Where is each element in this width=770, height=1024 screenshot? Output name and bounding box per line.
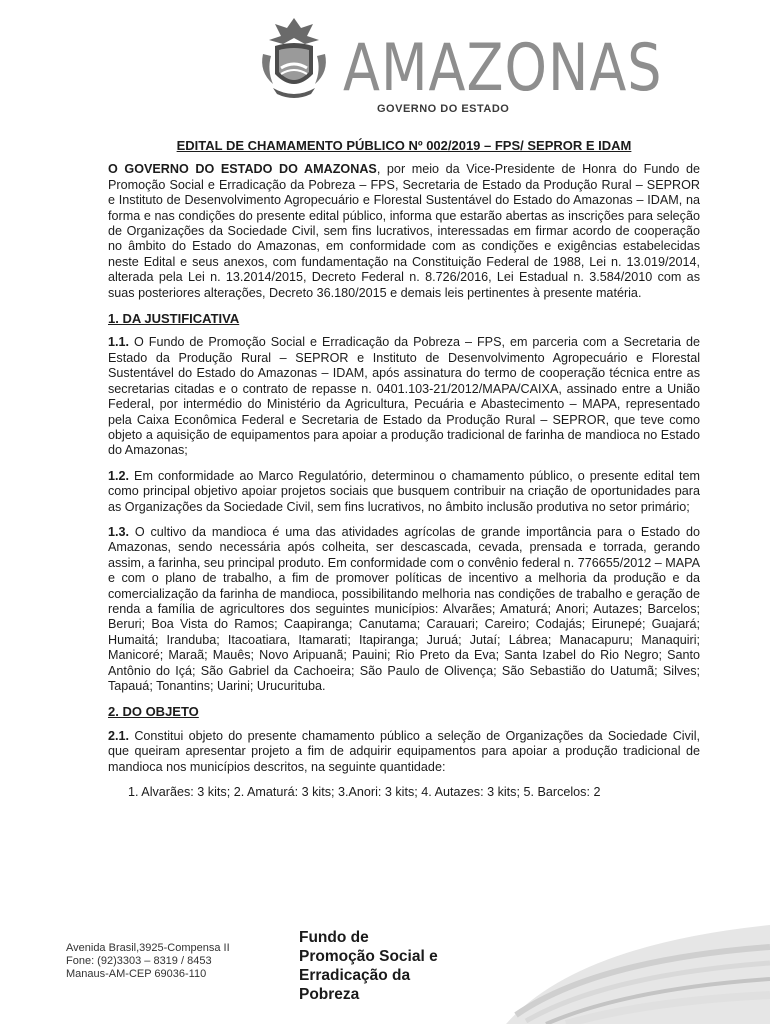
clause-number: 1.3.: [108, 524, 130, 539]
intro-paragraph: [108, 162, 700, 301]
clause-number: 1.1.: [108, 335, 130, 350]
fund-name-line: Erradicação da: [299, 967, 411, 984]
clause-text: O cultivo da mandioca é uma das atividades agrícolas de grande importância para o Estado do Amazonas, sendo necessária após colheita, ser descascada, cevada, prensada e torrada, gerando assim, a farinha, seu principal produto. Em conformidade com o convênio federal n. 776655/2012 – MAPA e com o plano de trabalho, a fim de promover políticas de incentivo a melhoria da produção e da comercialização da farinha de mandioca, possibilitando melhoria nas condições de trabalho e geração de renda a família de agricultores dos seguintes municípios: Alvarães; Amaturá; Anori; Autazes; Barcelos; Beruri; Boa Vista do Ramos; Caapiranga; Canutama; Carauari; Careiro; Codajás; Eirunepé; Guajará; Humaitá; Iranduba; Itacoatiara, Itamarati; Itapiranga; Juruá; Jutaí; Lábrea; Manacapuru; Manaquiri; Manicoré; Maraã; Mauês; Novo Aripuanã; Pauini; Rio Preto da Eva; Santa Izabel do Rio Negro; Santo Antônio do Içá; São Gabriel da Cachoeira; São Paulo de Olivença; São Sebastião do Uatumã; Silves; Tapauá; Tonantins; Uarini; Urucurituba.: [108, 524, 701, 693]
fund-name-line: Promoção Social e: [299, 948, 438, 965]
coat-of-arms-icon: [255, 10, 333, 106]
letterhead: [255, 10, 663, 115]
clause-text: O Fundo de Promoção Social e Erradicação da Pobreza – FPS, em parceria com a Secretaria de Estado da Produção Rural – SEPROR e Instituto de Desenvolvimento Agropecuário e Florestal Sustentável do Estado do Amazonas – IDAM, após assinatura do termo de cooperação técnica entre as secretarias citadas e o contrato de repasse n. 0401.103-21/2012/MAPA/CAIXA, assinado entre a União Federal, por intermédio do Ministério da Agricultura, Pecuária e Abastecimento – MAPA, representado pela Caixa Econômica Federal e Secretaria de Estado da Produção Rural – SEPROR, que teve como objeto a aquisição de equipamentos para apoiar a produção tradicional de farinha de mandioca no Estado do Amazonas;: [108, 335, 700, 458]
clause-1-2: [108, 469, 700, 515]
brand-name: AMAZONAS: [343, 30, 663, 106]
footer-fund-name: [299, 928, 438, 1004]
clause-number: 2.1.: [108, 728, 130, 743]
kit-quantity-list: 1. Alvarães: 3 kits; 2. Amaturá: 3 kits; 3.Anori: 3 kits; 4. Autazes: 3 kits; 5. Barcelos: 2: [128, 785, 601, 800]
section-heading-objeto: 2. DO OBJETO: [108, 704, 199, 720]
brand-subtitle: GOVERNO DO ESTADO: [377, 103, 510, 115]
clause-1-3: [108, 525, 700, 694]
fund-name-line: Fundo de: [299, 929, 369, 946]
intro-text: , por meio da Vice-Presidente de Honra do Fundo de Promoção Social e Erradicação da Pobreza – FPS, Secretaria de Estado da Produção Rural – SEPROR e Instituto de Desenvolvimento Agropecuário e Florestal Sustentável do Estado do Amazonas – IDAM, na forma e nas condições do presente edital público, informa que estarão abertas as inscrições para seleção de Organizações da Sociedade Civil, sem fins lucrativos, interessadas em firmar acordo de cooperação no âmbito do Estado do Amazonas, em conformidade com as condições e exigências estabelecidas neste Edital e seus anexos, com fundamentação na Constituição Federal de 1988, Lei n. 13.019/2014, alterada pela Lei n. 13.2014/2015, Decreto Federal n. 8.726/2016, Lei Estadual n. 3.584/2010 com as suas posteriores alterações, Decreto 36.180/2015 e demais leis pertinentes à presente matéria.: [108, 162, 700, 300]
footer-address: [66, 942, 230, 981]
clause-text: Em conformidade ao Marco Regulatório, determinou o chamamento público, o presente edital tem como principal objetivo apoiar projetos sociais que busquem contribuir na criação de oportunidades para as Organizações da Sociedade Civil, sem fins lucrativos, no âmbito inclusão produtiva no setor primário;: [108, 468, 700, 514]
address-phone: Fone: (92)3303 – 8319 / 8453: [66, 955, 212, 967]
clause-text: Constitui objeto do presente chamamento público a seleção de Organizações da Sociedade Civil, que queiram apresentar projeto a fim de adquirir equipamentos para apoiar a produção tradicional de mandioca nos municípios descritos, na seguinte quantidade:: [108, 728, 700, 774]
document-title: EDITAL DE CHAMAMENTO PÚBLICO Nº 002/2019 – FPS/ SEPROR E IDAM: [176, 138, 632, 153]
address-city: Manaus-AM-CEP 69036-110: [66, 968, 207, 980]
decorative-waves: [486, 905, 770, 1024]
address-street: Avenida Brasil,3925-Compensa II: [66, 942, 230, 954]
document-body: [108, 138, 700, 800]
clause-number: 1.2.: [108, 468, 130, 483]
clause-2-1: [108, 729, 700, 775]
clause-1-1: [108, 335, 700, 458]
intro-lead: O GOVERNO DO ESTADO DO AMAZONAS: [108, 162, 377, 177]
fund-name-line: Pobreza: [299, 986, 360, 1003]
section-heading-justificativa: 1. DA JUSTIFICATIVA: [108, 311, 240, 327]
